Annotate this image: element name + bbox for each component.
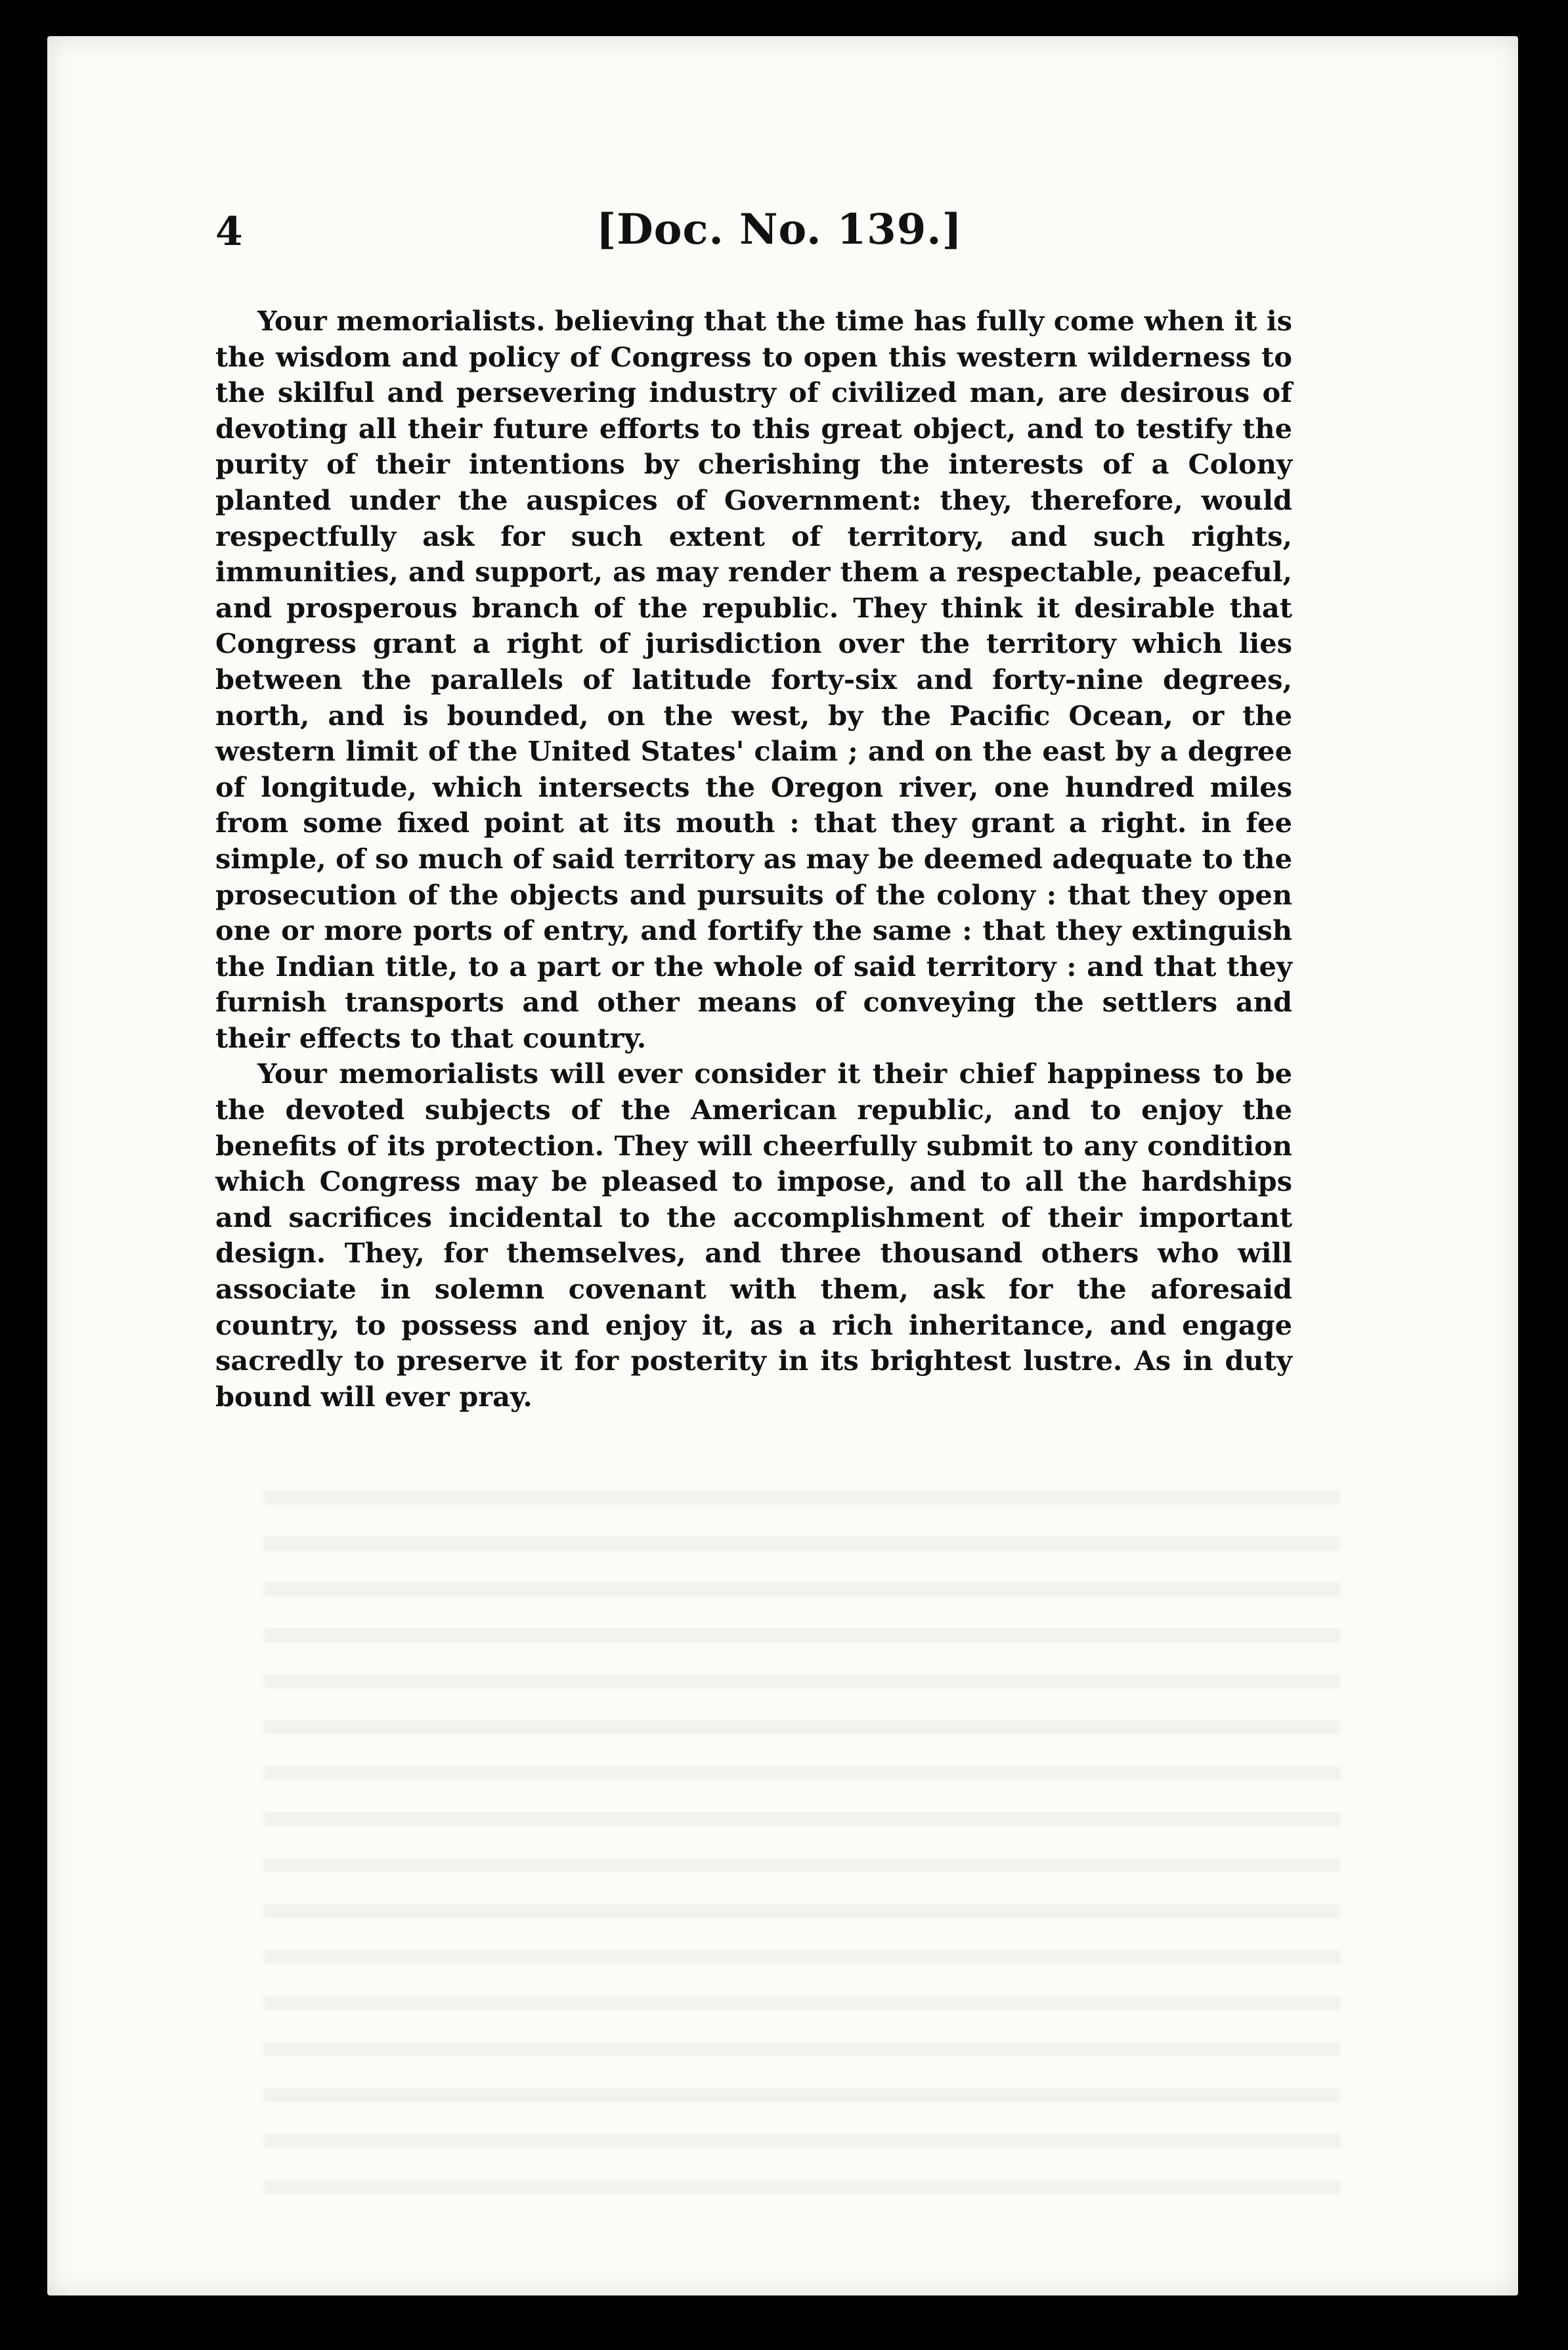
bleed-through-texture [264, 1468, 1341, 2223]
document-body [215, 303, 1292, 1415]
page-edge-notch [1550, 1924, 1568, 1984]
page-header [215, 205, 1305, 288]
page-number: 4 [215, 209, 243, 255]
document-reference: [Doc. No. 139.] [596, 205, 963, 254]
paragraph-1: Your memorialists. believing that the time has fully come when it is the wisdom and policy of Congress to open this western wilderness to the skilful and persevering industry of civilized man, are desirous of devoting all their future efforts to this great object, and to testify the purity of their intentions by cherishing the interests of a Colony planted under the auspices of Government: they, therefore, would respectfully ask for such extent of territory, and such rights, immunities, and support, as may render them a respectable, peaceful, and prosperous branch of the republic. They think it desirable that Congress grant a right of jurisdiction over the territory which lies between the parallels of latitude forty-six and forty-nine degrees, north, and is bounded, on the west, by the Pacific Ocean, or the western limit of the United States' claim ; and on the east by a degree of longitude, which intersects the Oregon river, one hundred miles from some fixed point at its mouth : that they grant a right. in fee simple, of so much of said territory as may be deemed adequate to the prosecution of the objects and pursuits of the colony : that they open one or more ports of entry, and fortify the same : that they extinguish the Indian title, to a part or the whole of said territory : and that they furnish transports and other means of conveying the settlers and their effects to that country. [215, 305, 1292, 1054]
paragraph-2: Your memorialists will ever consider it their chief happiness to be the devoted subjects of the American republic, and to enjoy the benefits of its protection. They will cheerfully submit to any condition which Congress may be pleased to impose, and to all the hardships and sacrifices incidental to the accomplishment of their important design. They, for themselves, and three thousand others who will associate in solemn covenant with them, ask for the aforesaid country, to possess and enjoy it, as a rich inheritance, and engage sacredly to preserve it for posterity in its brightest lustre. As in duty bound will ever pray. [215, 1057, 1292, 1413]
